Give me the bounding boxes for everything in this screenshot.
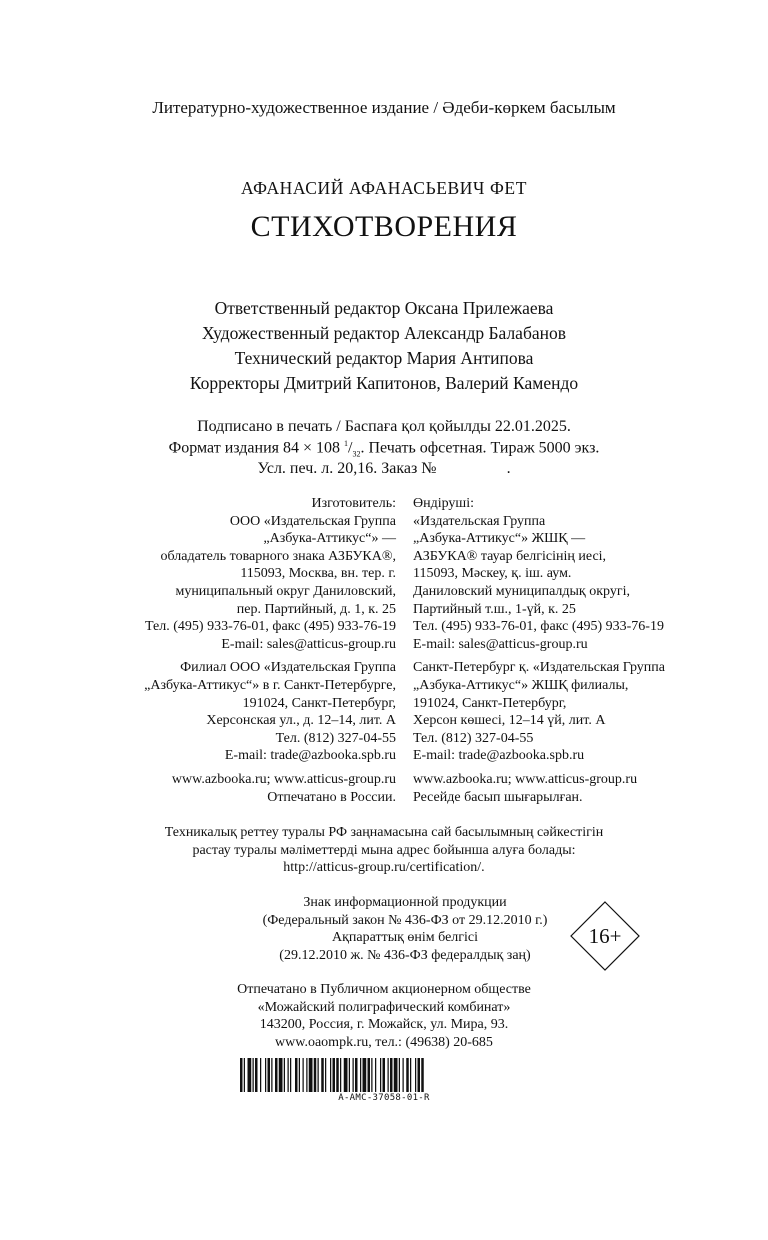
book-title: СТИХОТВОРЕНИЯ: [250, 210, 518, 243]
printer-block: [0, 981, 768, 1051]
barcode-bar: [314, 1058, 317, 1092]
barcode-bar: [349, 1058, 350, 1092]
branch-kz-line: 191024, Санкт-Петербург,: [413, 695, 567, 711]
barcode-bar: [388, 1058, 389, 1092]
format-prefix: Формат издания 84 × 108: [168, 439, 341, 457]
manufacturer-kz-line: Тел. (495) 933-76-01, факс (495) 933-76-19: [413, 619, 664, 635]
barcode-bar: [353, 1058, 354, 1092]
age-badge-label: 16+: [588, 924, 622, 948]
manufacturer-ru-line: муниципальный округ Даниловский,: [175, 583, 396, 599]
manufacturer-kz-line: Партийный т.ш., 1-үй, к. 25: [413, 601, 576, 617]
manufacturer-kz-line: АЗБУКА® тауар белгісінің иесі,: [413, 548, 607, 564]
manufacturer-kz-line: E-mail: sales@atticus-group.ru: [413, 636, 588, 652]
barcode-bar: [415, 1058, 416, 1092]
series-line: Литературно-художественное издание / Әдеби-көркем басылым: [152, 98, 616, 117]
barcode-bar: [418, 1058, 421, 1092]
barcode-bar: [253, 1058, 254, 1092]
notice-line: растау туралы мәліметтерді мына адрес бойынша алуға болады:: [192, 842, 576, 858]
branch-ru-line: Херсонская ул., д. 12–14, лит. А: [206, 713, 396, 729]
manufacturer-kz-column: [413, 495, 743, 806]
footer-ru-line: www.azbooka.ru; www.atticus-group.ru: [171, 771, 396, 787]
order-line: [0, 460, 768, 478]
barcode-bar: [268, 1058, 271, 1092]
barcode-bar: [340, 1058, 341, 1092]
order-label: Усл. печ. л. 20,16. Заказ №: [257, 460, 437, 477]
certification-notice: [0, 824, 768, 877]
manufacturer-kz-line: «Издательская Группа: [413, 513, 546, 529]
barcode-bar: [271, 1058, 272, 1092]
age-line: (29.12.2010 ж. № 436-ФЗ федералдық заң): [279, 947, 531, 963]
barcode-bar: [299, 1058, 300, 1092]
barcode-bar: [255, 1058, 258, 1092]
barcode-bar: [265, 1058, 266, 1092]
branch-kz-line: E-mail: trade@azbooka.spb.ru: [413, 748, 585, 764]
barcode-bar: [303, 1058, 304, 1092]
age-line: (Федеральный закон № 436-ФЗ от 29.12.2010 г.): [262, 912, 548, 928]
barcode-bar: [318, 1058, 319, 1092]
format-line: [0, 439, 768, 459]
barcode-bar: [410, 1058, 411, 1092]
footer-kz-line: www.azbooka.ru; www.atticus-group.ru: [413, 771, 638, 787]
barcode-bar: [368, 1058, 371, 1092]
manufacturer-kz-line: 115093, Мәскеу, қ. іш. аум.: [413, 566, 572, 582]
barcode-bar: [390, 1058, 393, 1092]
barcode-bar: [394, 1058, 398, 1092]
printer-line: Отпечатано в Публичном акционерном обществе: [237, 982, 531, 997]
manufacturer-kz-line: Даниловский муниципалдық округі,: [413, 583, 630, 599]
barcode-bar: [244, 1058, 245, 1092]
signed-line: Подписано в печать / Баспаға қол қойылды 22.01.2025.: [197, 418, 571, 435]
branch-ru-line: Тел. (812) 327-04-55: [275, 730, 396, 746]
notice-line: Техникалық реттеу туралы РФ заңнамасына сай басылымның сәйкестігін: [164, 825, 604, 840]
barcode-bar: [240, 1058, 243, 1092]
manufacturer-ru-line: E-mail: sales@atticus-group.ru: [221, 636, 396, 652]
order-end: .: [506, 460, 511, 477]
branch-ru-line: „Азбука-Аттикус“» в г. Санкт-Петербурге,: [144, 677, 396, 693]
manufacturer-ru-heading: Изготовитель:: [311, 496, 396, 511]
manufacturer-ru-line: Тел. (495) 933-76-01, факс (495) 933-76-19: [145, 619, 396, 635]
credit-line: Художественный редактор Александр Балабанов: [202, 323, 566, 343]
barcode-bar: [399, 1058, 400, 1092]
author-name: АФАНАСИЙ АФАНАСЬЕВИЧ ФЕТ: [240, 178, 527, 198]
format-denominator: 32: [352, 449, 361, 459]
age-rating-badge: [570, 901, 640, 971]
barcode-bar: [284, 1058, 285, 1092]
branch-kz-line: Санкт-Петербург қ. «Издательская Группа: [413, 660, 665, 676]
barcode-bar: [380, 1058, 381, 1092]
branch-ru-line: Филиал ООО «Издательская Группа: [180, 660, 396, 676]
barcode-bar: [363, 1058, 367, 1092]
barcode-bar: [288, 1058, 289, 1092]
barcode-bar: [325, 1058, 326, 1092]
branch-kz-line: „Азбука-Аттикус“» ЖШҚ филиалы,: [413, 677, 629, 693]
barcode-bar: [295, 1058, 298, 1092]
barcode-bar: [309, 1058, 313, 1092]
barcode-bar: [275, 1058, 278, 1092]
printer-line: 143200, Россия, г. Можайск, ул. Мира, 93.: [259, 1017, 509, 1033]
barcode-bar: [279, 1058, 283, 1092]
manufacturer-ru-line: 115093, Москва, вн. тер. г.: [240, 566, 396, 582]
barcode-bar: [344, 1058, 348, 1092]
branch-kz-line: Тел. (812) 327-04-55: [413, 730, 534, 746]
manufacturer-kz-heading: Өндіруші:: [413, 496, 474, 511]
barcode-bar: [375, 1058, 376, 1092]
branch-ru-line: E-mail: trade@azbooka.spb.ru: [224, 748, 396, 764]
credit-line: Ответственный редактор Оксана Прилежаева: [214, 298, 554, 318]
manufacturer-kz-line: „Азбука-Аттикус“» ЖШҚ —: [413, 531, 586, 547]
format-suffix: . Печать офсетная. Тираж 5000 экз.: [360, 439, 600, 457]
footer-kz-line: Ресейде басып шығарылған.: [413, 789, 583, 805]
printer-line: «Можайский полиграфический комбинат»: [257, 999, 511, 1015]
age-line: Знак информационной продукции: [303, 895, 507, 910]
format-numerator: 1: [344, 439, 349, 448]
barcode-bar: [321, 1058, 324, 1092]
barcode-bar: [383, 1058, 386, 1092]
footer-ru-line: Отпечатано в России.: [267, 789, 396, 805]
printer-line: www.oaompk.ru, тел.: (49638) 20-685: [275, 1034, 493, 1050]
barcode-bar: [248, 1058, 252, 1092]
barcode-bar: [306, 1058, 307, 1092]
barcode-graphic: [240, 1058, 528, 1092]
barcode-bar: [360, 1058, 361, 1092]
manufacturer-ru-line: пер. Партийный, д. 1, к. 25: [236, 601, 396, 617]
credit-line: Корректоры Дмитрий Капитонов, Валерий Камендо: [189, 373, 579, 393]
age-line: Ақпараттық өнім белгісі: [331, 930, 479, 946]
barcode-bar: [330, 1058, 331, 1092]
format-separator: /: [348, 439, 353, 457]
barcode-bar: [290, 1058, 291, 1092]
barcode-bar: [403, 1058, 404, 1092]
credit-line: Технический редактор Мария Антипова: [234, 348, 534, 368]
barcode-bar: [260, 1058, 261, 1092]
notice-link[interactable]: http://atticus-group.ru/certification/.: [283, 860, 485, 876]
barcode-bar: [371, 1058, 372, 1092]
branch-ru-line: 191024, Санкт-Петербург,: [242, 695, 396, 711]
manufacturer-ru-line: „Азбука-Аттикус“» —: [263, 531, 396, 547]
manufacturer-ru-column: [90, 495, 396, 806]
barcode-bar: [406, 1058, 409, 1092]
barcode-bar: [421, 1058, 424, 1092]
manufacturer-ru-line: обладатель товарного знака АЗБУКА®,: [160, 548, 396, 564]
barcode-bar: [355, 1058, 358, 1092]
barcode-bar: [336, 1058, 339, 1092]
age-rating-text: [200, 894, 610, 964]
manufacturer-ru-line: ООО «Издательская Группа: [229, 513, 396, 529]
barcode-bar: [333, 1058, 336, 1092]
barcode-code: A-AMC-37058-01-R: [338, 1093, 430, 1103]
branch-kz-line: Херсон көшесі, 12–14 үй, лит. А: [413, 713, 606, 729]
